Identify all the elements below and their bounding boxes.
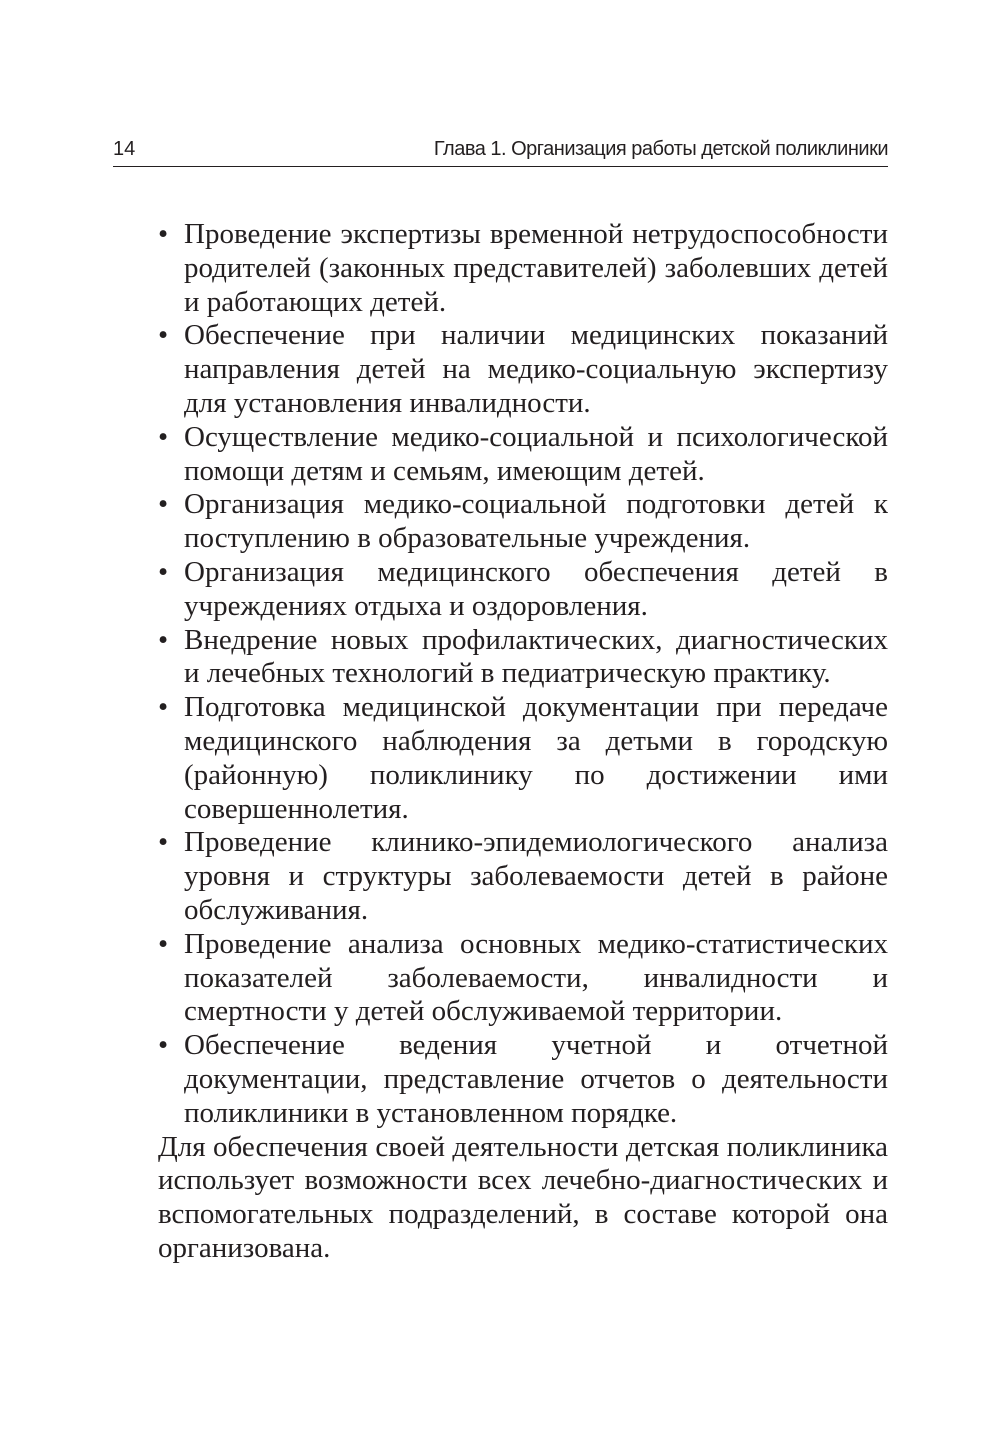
- list-item: [158, 218, 888, 319]
- running-header: [113, 132, 888, 167]
- bullet-icon: •: [158, 420, 169, 453]
- list-item: [158, 421, 888, 489]
- bullet-icon: •: [158, 927, 169, 960]
- list-item-text: Организация медицинского обеспечения детей в учреждениях отдыха и оздоровления.: [184, 555, 888, 622]
- bullet-icon: •: [158, 1029, 169, 1062]
- list-item: [158, 319, 888, 420]
- chapter-title: Глава 1. Организация работы детской поликлиники: [433, 138, 888, 160]
- bullet-icon: •: [158, 488, 169, 521]
- list-item-text: Проведение анализа основных медико-статистических показателей заболеваемости, инвалидности и смертности у детей обслуживаемой территории.: [184, 927, 888, 1028]
- bullet-icon: •: [158, 623, 169, 656]
- closing-paragraph: Для обеспечения своей деятельности детская поликлиника использует возможности всех лечебно-диагностических и вспомогательных подразделений, в составе которой она организована.: [158, 1130, 888, 1264]
- body-text: [158, 218, 888, 1266]
- list-item: [158, 691, 888, 826]
- list-item: [158, 488, 888, 556]
- list-item-text: Подготовка медицинской документации при передаче медицинского наблюдения за детьми в городскую (районную) поликлинику по достижении ими совершеннолетия.: [184, 691, 888, 825]
- bullet-icon: •: [158, 826, 169, 859]
- list-item: [158, 1029, 888, 1130]
- list-item: [158, 928, 888, 1029]
- list-item-text: Осуществление медико-социальной и психологической помощи детям и семьям, имеющим детей.: [184, 420, 888, 487]
- list-item-text: Проведение клинико-эпидемиологического анализа уровня и структуры заболеваемости детей в районе обслуживания.: [184, 826, 888, 926]
- list-item: [158, 556, 888, 624]
- list-item-text: Внедрение новых профилактических, диагностических и лечебных технологий в педиатрическую практику.: [184, 623, 888, 690]
- list-item-text: Обеспечение ведения учетной и отчетной документации, представление отчетов о деятельности поликлиники в установленном порядке.: [184, 1029, 888, 1129]
- bullet-icon: •: [158, 218, 169, 250]
- list-item: [158, 826, 888, 927]
- bullet-icon: •: [158, 691, 169, 724]
- bullet-icon: •: [158, 319, 169, 352]
- list-item-text: Обеспечение при наличии медицинских показаний направления детей на медико-социальную экспертизу для установления инвалидности.: [184, 319, 888, 419]
- page-number: 14: [113, 138, 136, 160]
- bullet-icon: •: [158, 555, 169, 588]
- bullet-list: [158, 218, 888, 1131]
- list-item-text: Проведение экспертизы временной нетрудоспособности родителей (законных представителей) заболевших детей и работающих детей.: [184, 218, 888, 318]
- list-item-text: Организация медико-социальной подготовки детей к поступлению в образовательные учреждения.: [184, 488, 888, 555]
- list-item: [158, 624, 888, 692]
